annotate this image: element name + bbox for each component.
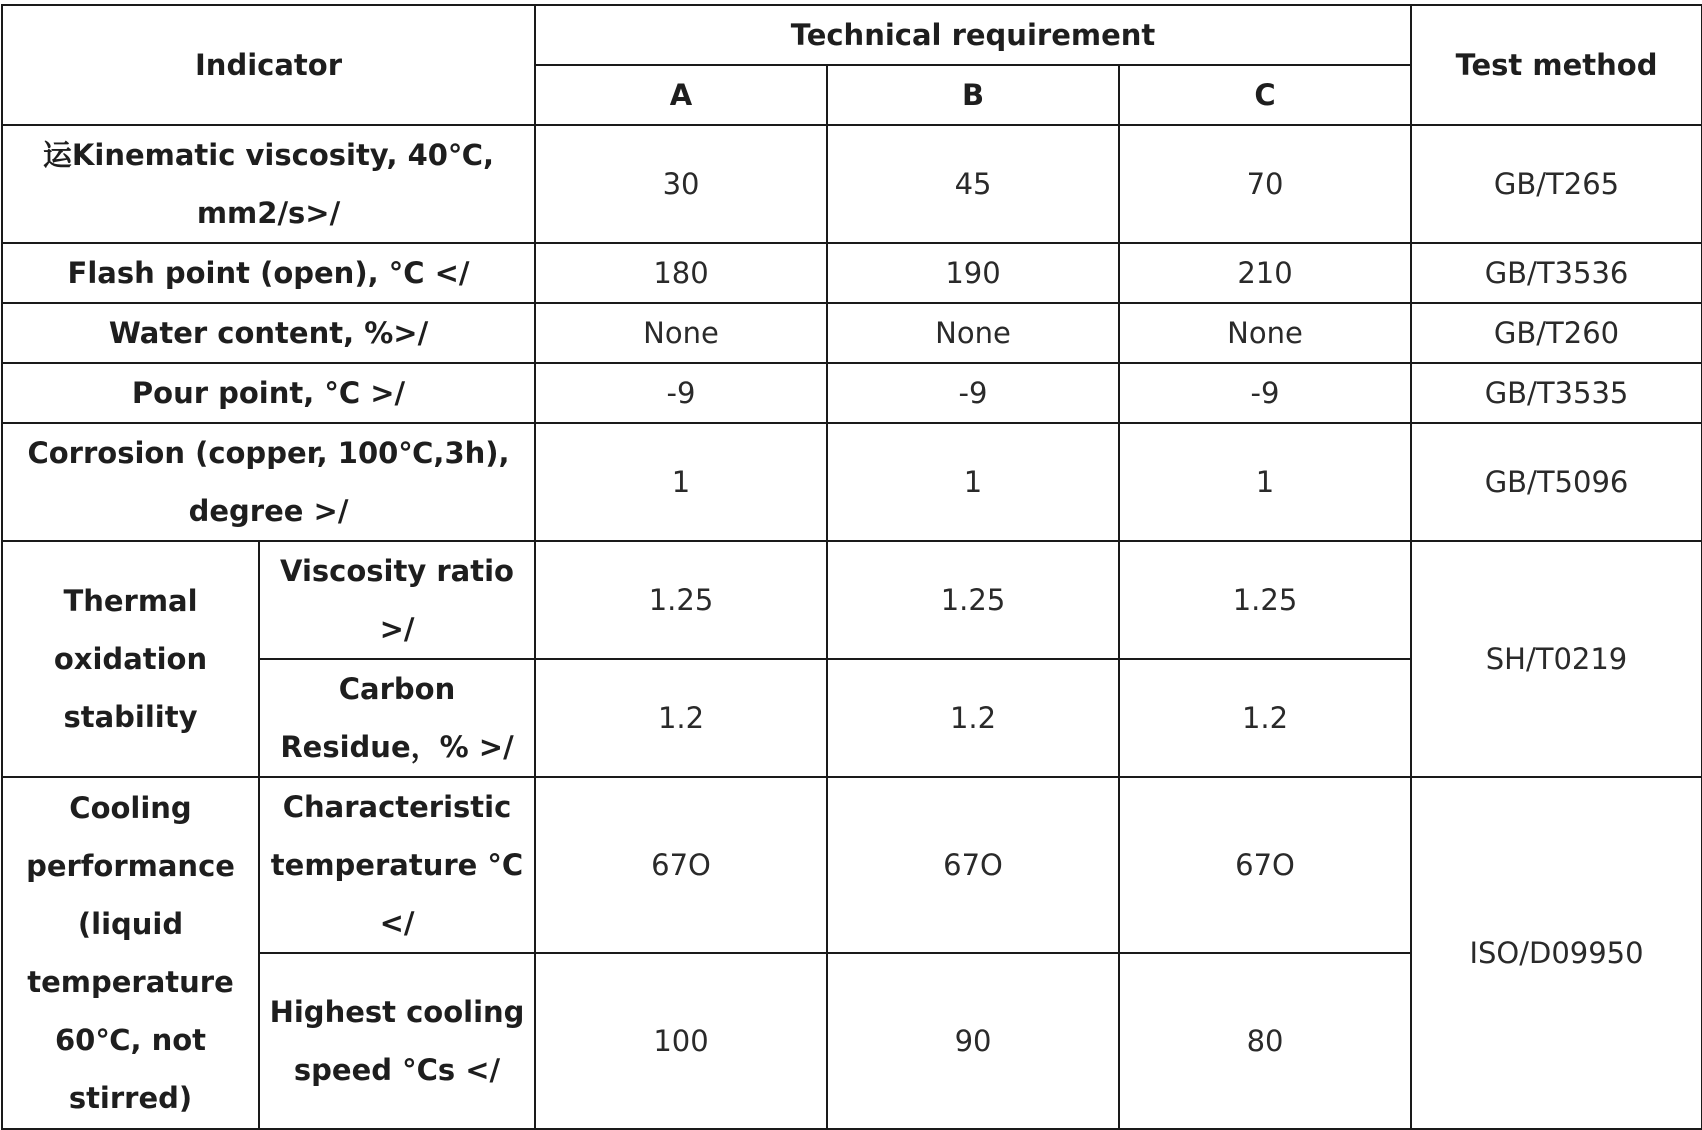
value-b: None <box>827 303 1119 363</box>
value-a: 1.2 <box>535 659 827 777</box>
value-b: 1.25 <box>827 541 1119 659</box>
table-row <box>2 363 1702 423</box>
test-method: GB/T265 <box>1411 125 1702 243</box>
value-c: 70 <box>1119 125 1411 243</box>
indicator-corrosion: Corrosion (copper, 100℃,3h), degree >/ <box>2 423 535 541</box>
indicator-water-content: Water content, %>/ <box>2 303 535 363</box>
header-grade-b: B <box>827 65 1119 125</box>
value-c: None <box>1119 303 1411 363</box>
value-b: 67O <box>827 777 1119 953</box>
indicator-highest-cooling-speed: Highest cooling speed °Cs </ <box>259 953 535 1129</box>
table-row <box>2 423 1702 541</box>
indicator-characteristic-temperature: Characteristic temperature °C </ <box>259 777 535 953</box>
value-a: 1.25 <box>535 541 827 659</box>
test-method: GB/T3536 <box>1411 243 1702 303</box>
test-method-cooling: ISO/D09950 <box>1411 777 1702 1129</box>
value-b: 1 <box>827 423 1119 541</box>
value-a: 1 <box>535 423 827 541</box>
table-row <box>2 125 1702 243</box>
indicator-carbon-residue: Carbon Residue，% >/ <box>259 659 535 777</box>
value-a: 180 <box>535 243 827 303</box>
header-test-method: Test method <box>1411 5 1702 125</box>
value-c: 1 <box>1119 423 1411 541</box>
value-b: 90 <box>827 953 1119 1129</box>
value-a: None <box>535 303 827 363</box>
table-row <box>2 243 1702 303</box>
value-b: 45 <box>827 125 1119 243</box>
test-method: GB/T260 <box>1411 303 1702 363</box>
group-cooling-performance: Cooling performance (liquid temperature 60℃, not stirred) <box>2 777 259 1129</box>
indicator-kinematic-viscosity: 运Kinematic viscosity, 40℃, mm2/s>/ <box>2 125 535 243</box>
table-row <box>2 303 1702 363</box>
test-method: GB/T5096 <box>1411 423 1702 541</box>
header-technical-requirement: Technical requirement <box>535 5 1411 65</box>
value-a: 67O <box>535 777 827 953</box>
group-thermal-oxidation-stability: Thermal oxidation stability <box>2 541 259 777</box>
value-c: 67O <box>1119 777 1411 953</box>
value-c: 1.25 <box>1119 541 1411 659</box>
header-grade-c: C <box>1119 65 1411 125</box>
value-a: 100 <box>535 953 827 1129</box>
value-a: -9 <box>535 363 827 423</box>
technical-spec-table <box>1 4 1702 1130</box>
test-method-thermal: SH/T0219 <box>1411 541 1702 777</box>
table-row <box>2 777 1702 953</box>
value-b: 1.2 <box>827 659 1119 777</box>
value-c: 210 <box>1119 243 1411 303</box>
value-b: 190 <box>827 243 1119 303</box>
value-a: 30 <box>535 125 827 243</box>
table-row <box>2 541 1702 659</box>
indicator-pour-point: Pour point, °C >/ <box>2 363 535 423</box>
header-grade-a: A <box>535 65 827 125</box>
value-c: 1.2 <box>1119 659 1411 777</box>
value-c: -9 <box>1119 363 1411 423</box>
value-b: -9 <box>827 363 1119 423</box>
value-c: 80 <box>1119 953 1411 1129</box>
header-indicator: Indicator <box>2 5 535 125</box>
test-method: GB/T3535 <box>1411 363 1702 423</box>
indicator-flash-point: Flash point (open), °C </ <box>2 243 535 303</box>
indicator-viscosity-ratio: Viscosity ratio >/ <box>259 541 535 659</box>
